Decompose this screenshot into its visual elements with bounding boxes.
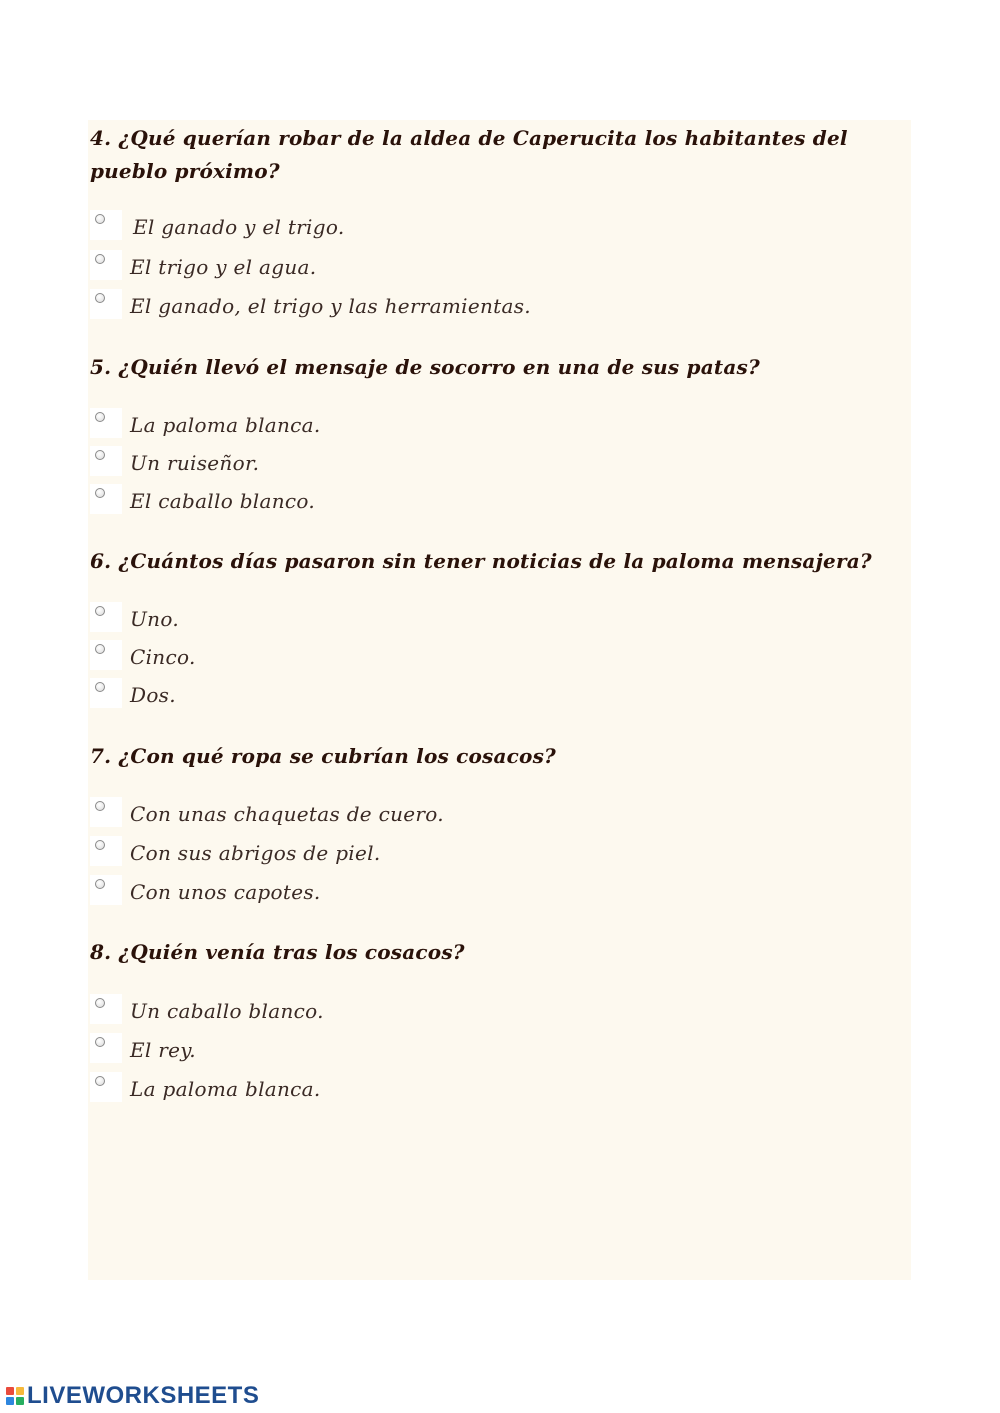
option-8b[interactable]	[90, 1033, 690, 1067]
option-7b[interactable]	[90, 836, 690, 870]
question-8: 8. ¿Quién venía tras los cosacos?	[90, 940, 465, 964]
radio-button[interactable]	[95, 644, 105, 654]
option-6c[interactable]	[90, 678, 690, 712]
option-5b[interactable]	[90, 446, 690, 480]
option-label: Cinco.	[130, 645, 196, 669]
radio-button[interactable]	[95, 254, 105, 264]
option-label: El trigo y el agua.	[130, 255, 317, 279]
question-6: 6. ¿Cuántos días pasaron sin tener noticias de la paloma mensajera?	[90, 549, 872, 573]
radio-button[interactable]	[95, 682, 105, 692]
option-label: Con unas chaquetas de cuero.	[130, 802, 444, 826]
radio-button[interactable]	[95, 293, 105, 303]
option-7c[interactable]	[90, 875, 690, 909]
radio-button[interactable]	[95, 606, 105, 616]
radio-button[interactable]	[95, 801, 105, 811]
option-4a[interactable]	[90, 210, 690, 244]
logo-text: LIVEWORKSHEETS	[27, 1382, 260, 1409]
liveworksheets-blocks-icon	[6, 1387, 24, 1405]
option-4b[interactable]	[90, 250, 690, 284]
option-label: El caballo blanco.	[130, 489, 316, 513]
option-label: Un caballo blanco.	[130, 999, 324, 1023]
radio-button[interactable]	[95, 412, 105, 422]
radio-button[interactable]	[95, 998, 105, 1008]
option-label: El ganado y el trigo.	[133, 215, 345, 239]
question-7: 7. ¿Con qué ropa se cubrían los cosacos?	[90, 744, 556, 768]
option-label: Con sus abrigos de piel.	[130, 841, 381, 865]
option-label: El ganado, el trigo y las herramientas.	[130, 294, 531, 318]
radio-button[interactable]	[95, 488, 105, 498]
radio-button[interactable]	[95, 214, 105, 224]
radio-button[interactable]	[95, 1076, 105, 1086]
option-5c[interactable]	[90, 484, 690, 518]
radio-button[interactable]	[95, 840, 105, 850]
question-5: 5. ¿Quién llevó el mensaje de socorro en una de sus patas?	[90, 355, 760, 379]
radio-button[interactable]	[95, 879, 105, 889]
option-5a[interactable]	[90, 408, 690, 442]
option-8a[interactable]	[90, 994, 690, 1028]
option-label: Con unos capotes.	[130, 880, 321, 904]
radio-button[interactable]	[95, 1037, 105, 1047]
option-label: La paloma blanca.	[130, 1077, 321, 1101]
option-label: Dos.	[130, 683, 176, 707]
option-label: El rey.	[130, 1038, 196, 1062]
radio-button[interactable]	[95, 450, 105, 460]
option-6a[interactable]	[90, 602, 690, 636]
liveworksheets-logo[interactable]	[6, 1383, 259, 1409]
option-6b[interactable]	[90, 640, 690, 674]
option-label: Un ruiseñor.	[130, 451, 260, 475]
option-7a[interactable]	[90, 797, 690, 831]
option-label: Uno.	[130, 607, 179, 631]
question-4: 4. ¿Qué querían robar de la aldea de Caperucita los habitantes del pueblo próximo?	[90, 126, 848, 183]
option-8c[interactable]	[90, 1072, 690, 1106]
option-4c[interactable]	[90, 289, 690, 323]
option-label: La paloma blanca.	[130, 413, 321, 437]
